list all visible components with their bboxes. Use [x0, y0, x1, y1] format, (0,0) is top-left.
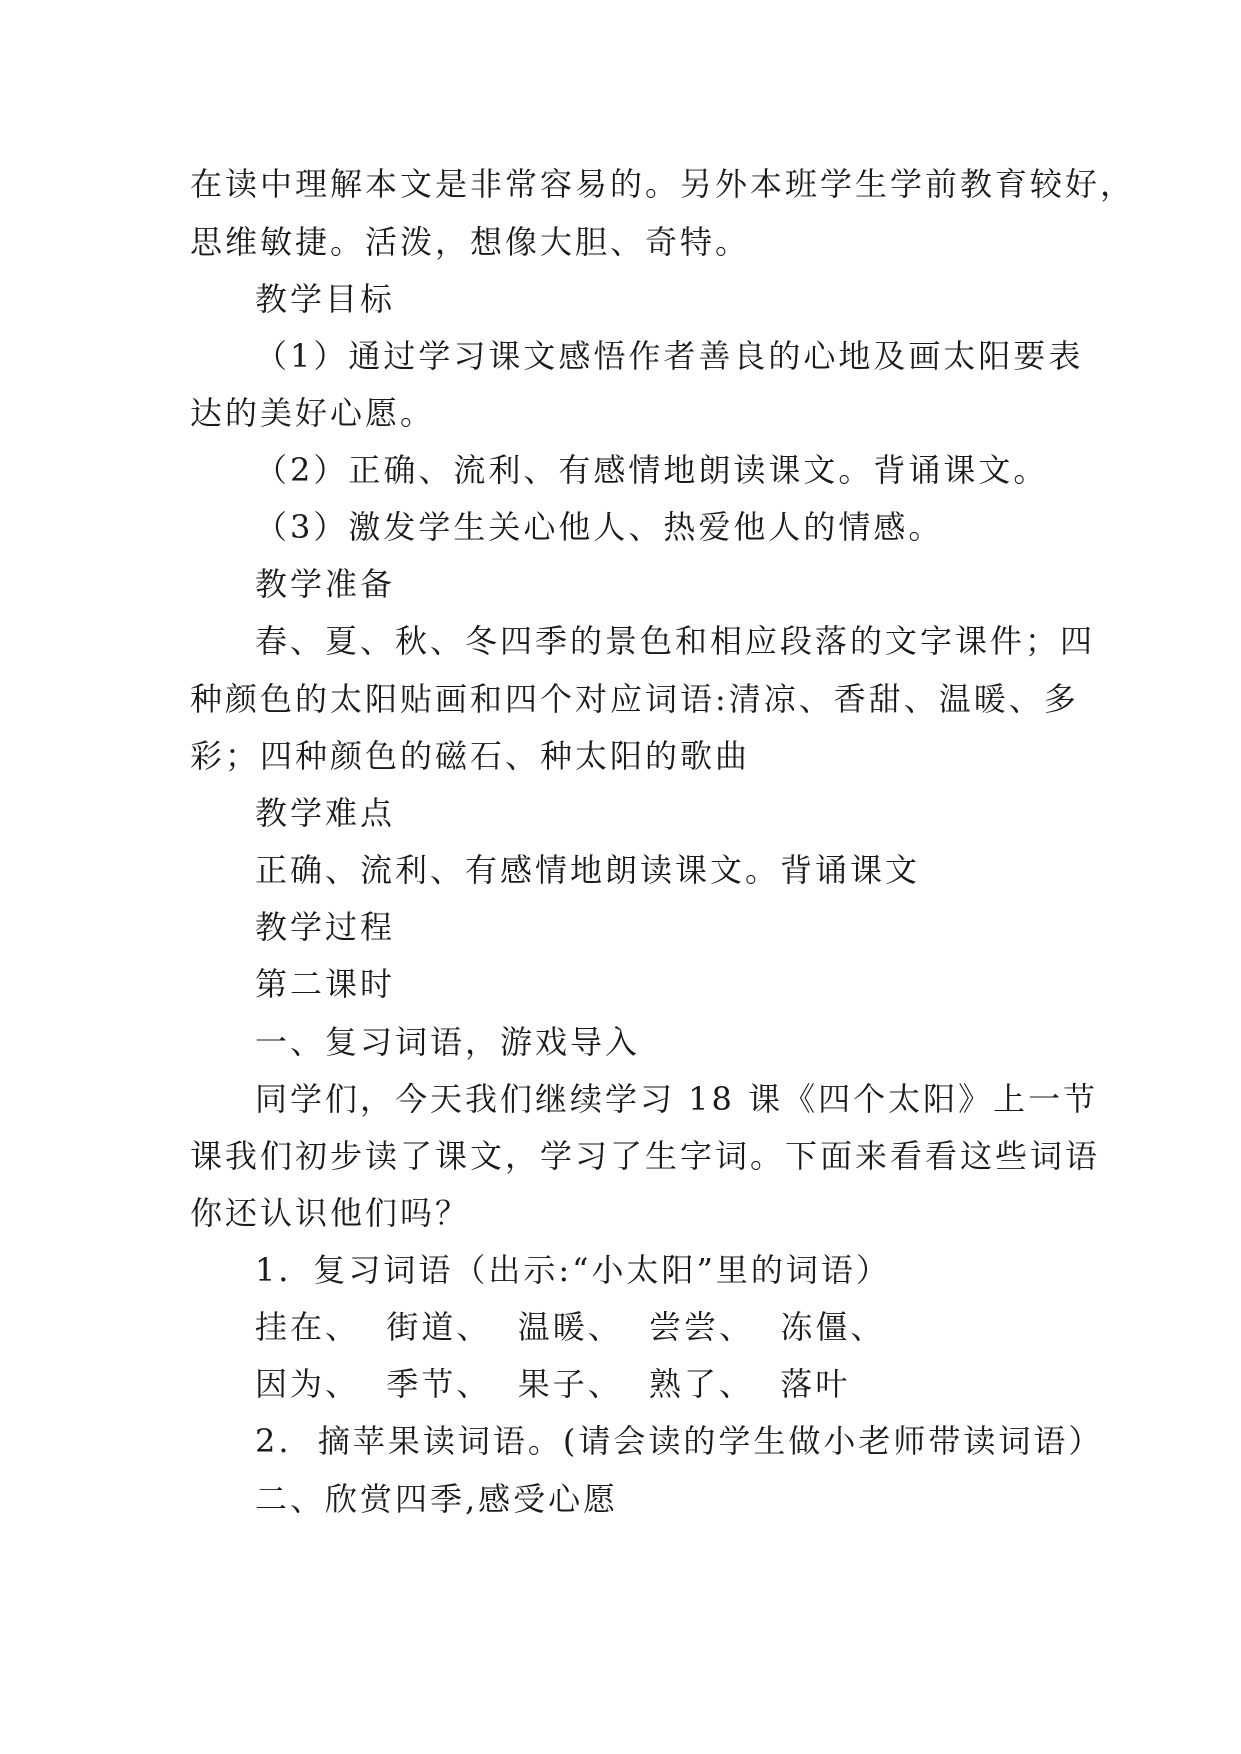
word-list-line: 因为、 季节、 果子、 熟了、 落叶: [255, 1365, 851, 1403]
text-line: 2. 摘苹果读词语。(请会读的学生做小老师带读词语）: [255, 1422, 1104, 1460]
section-heading: 教学目标: [255, 280, 396, 318]
text-line: 在读中理解本文是非常容易的。另外本班学生学前教育较好，: [190, 165, 1136, 203]
text-line: 种颜色的太阳贴画和四个对应词语:清凉、香甜、温暖、多: [190, 680, 1079, 718]
text-line: 春、夏、秋、冬四季的景色和相应段落的文字课件；四: [255, 622, 1096, 660]
text-line: 达的美好心愿。: [190, 394, 436, 432]
section-heading: 二、欣赏四季,感受心愿: [255, 1480, 619, 1518]
text-line: 同学们，今天我们继续学习 18 课《四个太阳》上一节: [255, 1080, 1099, 1118]
text-line: 课我们初步读了课文，学习了生字词。下面来看看这些词语: [190, 1137, 1101, 1175]
section-heading: 教学过程: [255, 908, 396, 946]
text-line: （3）激发学生关心他人、热爱他人的情感。: [255, 508, 944, 546]
section-heading: 第二课时: [255, 965, 396, 1003]
section-heading: 教学准备: [255, 565, 396, 603]
section-heading: 一、复习词语，游戏导入: [255, 1023, 641, 1061]
text-line: 正确、流利、有感情地朗读课文。背诵课文: [255, 851, 921, 889]
section-heading: 教学难点: [255, 794, 396, 832]
text-line: 1．复习词语（出示:“小太阳”里的词语）: [255, 1251, 891, 1289]
text-line: 你还认识他们吗？: [190, 1194, 471, 1232]
text-line: 彩；四种颜色的磁石、种太阳的歌曲: [190, 737, 751, 775]
text-line: （2）正确、流利、有感情地朗读课文。背诵课文。: [255, 451, 1049, 489]
word-list-line: 挂在、 街道、 温暖、 尝尝、 冻僵、: [255, 1308, 886, 1346]
text-line: 思维敏捷。活泼，想像大胆、奇特。: [190, 223, 751, 261]
text-line: （1）通过学习课文感悟作者善良的心地及画太阳要表: [255, 337, 1084, 375]
